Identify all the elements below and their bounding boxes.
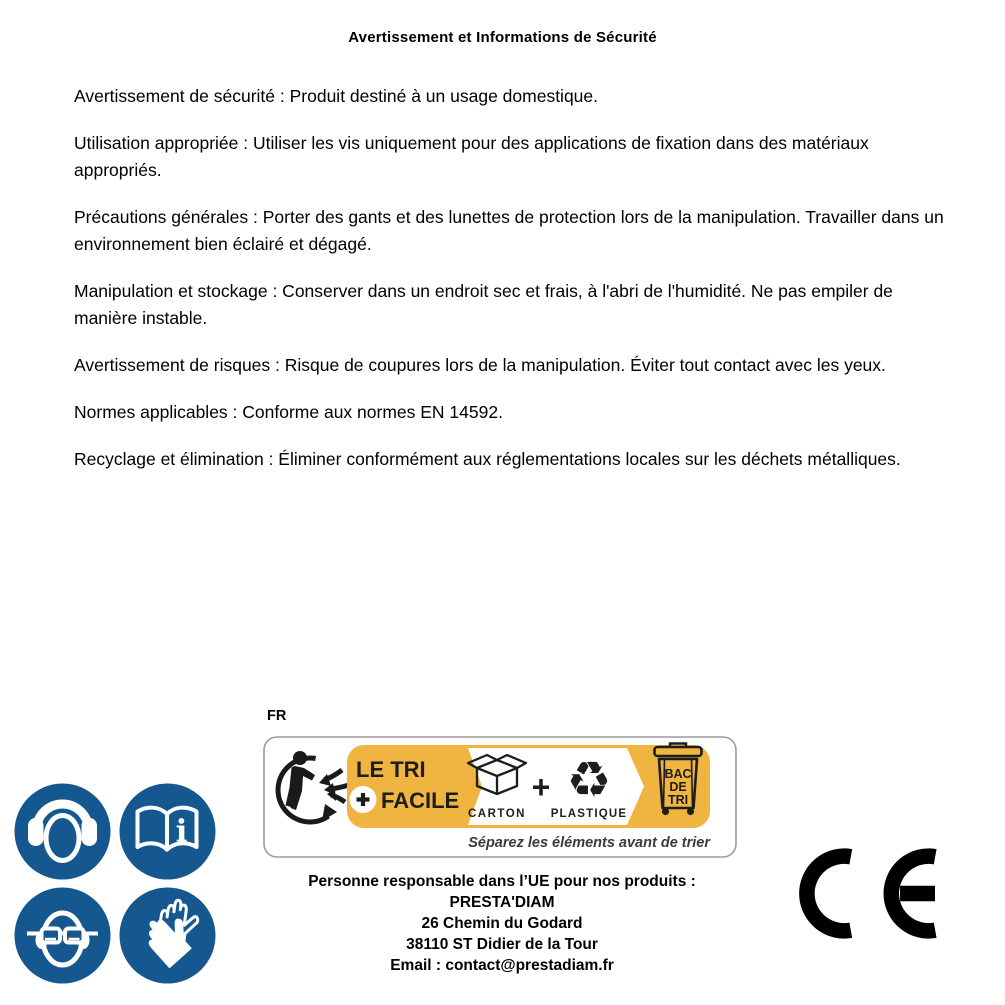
carton-label: CARTON: [468, 808, 526, 820]
address-street: 26 Chemin du Godard: [421, 915, 583, 932]
address-city: 38110 ST Didier de la Tour: [406, 936, 598, 953]
read-instruction-manual-icon: [119, 783, 216, 880]
bin-label-bac: BAC: [664, 767, 692, 781]
responsible-intro: Personne responsable dans l’UE pour nos produits :: [308, 873, 696, 890]
svg-text:i: i: [175, 813, 188, 850]
wear-eye-protection-icon: [14, 887, 111, 984]
contact-email: Email : contact@prestadiam.fr: [390, 957, 614, 974]
paragraph-handling-storage: Manipulation et stockage : Conserver dans un endroit sec et frais, à l'abri de l'humidité. Ne pas empiler de manière instable.: [74, 281, 893, 328]
safety-paragraphs: [74, 83, 960, 493]
mandatory-safety-icons: [14, 783, 216, 984]
recycle-icon: ♻: [566, 751, 612, 809]
recycling-sorting-banner: [263, 736, 737, 858]
paragraph-safety-warning: Avertissement de sécurité : Produit destiné à un usage domestique.: [74, 86, 599, 106]
materials-plus-icon: +: [531, 769, 551, 805]
responsible-person-block: [252, 871, 752, 976]
le-tri-text: LE TRI: [356, 757, 426, 782]
bin-label-de: DE: [669, 780, 687, 794]
paragraph-standards: Normes applicables : Conforme aux normes EN 14592.: [74, 402, 503, 422]
wear-protective-gloves-icon: [119, 887, 216, 984]
bin-label-tri: TRI: [667, 793, 689, 807]
page-title: Avertissement et Informations de Sécurité: [348, 29, 657, 46]
paragraph-appropriate-use: Utilisation appropriée : Utiliser les vis uniquement pour des applications de fixation dans des matériaux appropriés.: [74, 133, 869, 180]
sorting-instruction: Séparez les éléments avant de trier: [468, 835, 710, 851]
paragraph-recycling: Recyclage et élimination : Éliminer conformément aux réglementations locales sur les déchets métalliques.: [74, 449, 901, 469]
fr-country-code: FR: [267, 708, 287, 724]
ce-conformity-mark: [797, 845, 943, 942]
paragraph-risk-warning: Avertissement de risques : Risque de coupures lors de la manipulation. Éviter tout contact avec les yeux.: [74, 355, 886, 375]
company-name: PRESTA'DIAM: [449, 894, 555, 911]
wear-ear-protection-icon: [14, 783, 111, 880]
plastique-label: PLASTIQUE: [550, 808, 628, 820]
paragraph-general-precautions: Précautions générales : Porter des gants et des lunettes de protection lors de la manipulation. Travailler dans un environnement bien éclairé et dégagé.: [74, 207, 944, 254]
facile-text: FACILE: [381, 788, 460, 813]
